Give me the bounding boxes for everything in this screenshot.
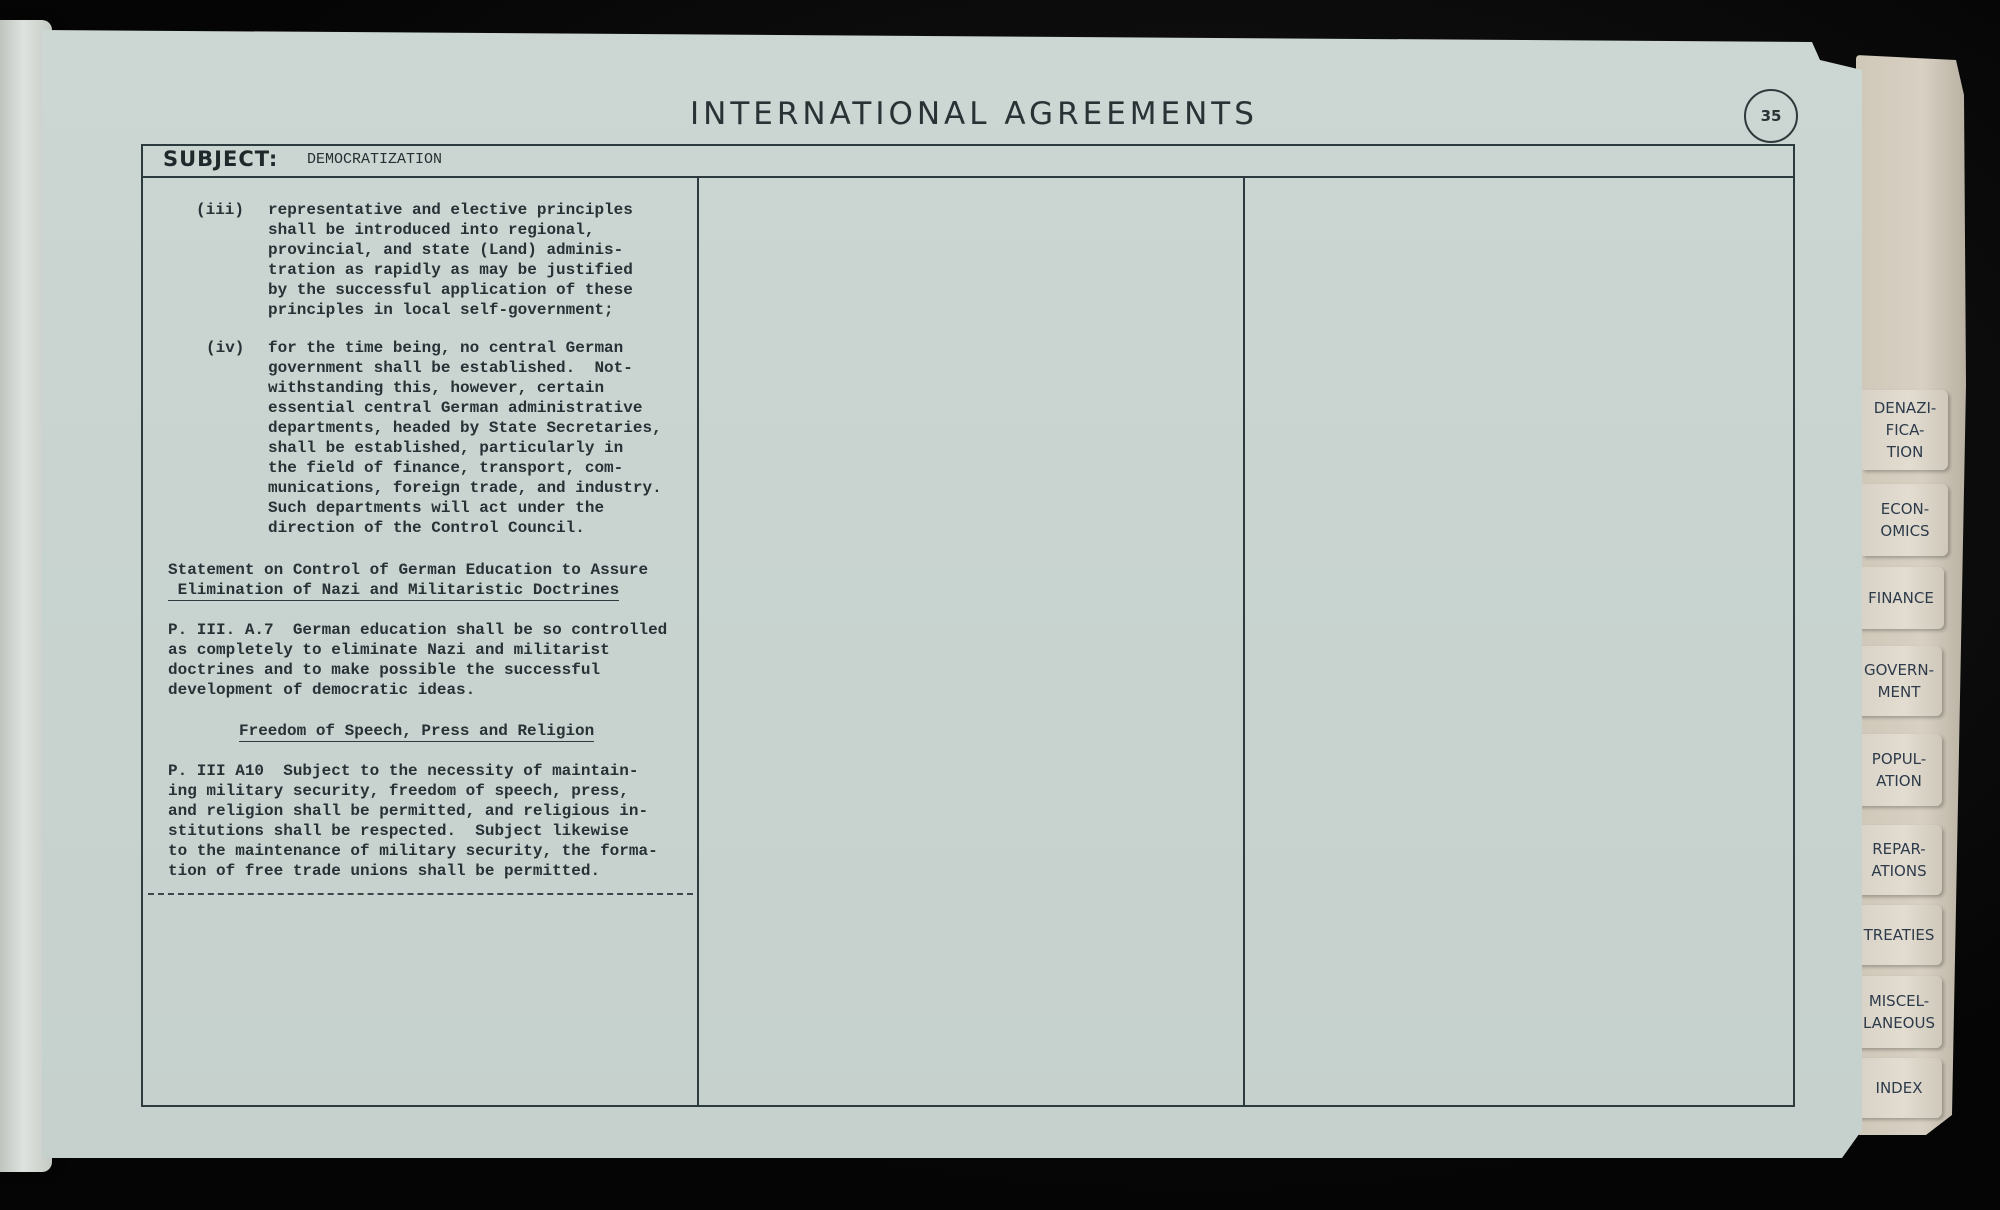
text-line: shall be introduced into regional, <box>268 221 595 239</box>
heading-line-underlined: Freedom of Speech, Press and Religion <box>239 722 595 740</box>
tab-economics[interactable]: ECON- OMICS <box>1862 484 1948 556</box>
tab-government[interactable]: GOVERN- MENT <box>1856 646 1942 716</box>
tab-treaties[interactable]: TREATIES <box>1856 905 1942 965</box>
text-line: ing military security, freedom of speech, press, <box>168 782 629 800</box>
page-number-circle: 35 <box>1744 89 1798 143</box>
tab-reparations[interactable]: REPAR- ATIONS <box>1856 825 1942 895</box>
text-line: P. III A10 Subject to the necessity of maintain- <box>168 762 639 780</box>
tab-index[interactable]: INDEX <box>1856 1058 1942 1118</box>
tab-population[interactable]: POPUL- ATION <box>1856 734 1942 806</box>
text-line: to the maintenance of military security, the forma- <box>168 842 658 860</box>
text-line: as completely to eliminate Nazi and militarist <box>168 641 610 659</box>
text-line: departments, headed by State Secretaries, <box>268 419 662 437</box>
subject-value: DEMOCRATIZATION <box>307 151 443 168</box>
column-divider-2 <box>1243 178 1245 1105</box>
tab-denazification[interactable]: DENAZI- FICA- TION <box>1862 390 1948 470</box>
education-paragraph <box>168 620 667 700</box>
text-line: and religion shall be permitted, and religious in- <box>168 802 649 820</box>
text-line: tion of free trade unions shall be permitted. <box>168 862 601 880</box>
text-line: munications, foreign trade, and industry. <box>268 479 662 497</box>
freedom-paragraph <box>168 761 658 881</box>
clause-iv-text <box>268 338 662 538</box>
text-line: provincial, and state (Land) adminis- <box>268 241 624 259</box>
text-line: the field of finance, transport, com- <box>268 459 624 477</box>
page-title: INTERNATIONAL AGREEMENTS <box>690 96 1258 132</box>
subject-row <box>141 144 1795 178</box>
tab-miscellaneous[interactable]: MISCEL- LANEOUS <box>1856 976 1942 1048</box>
text-line: development of democratic ideas. <box>168 681 476 699</box>
heading-line-underlined: Elimination of Nazi and Militaristic Doctrines <box>168 581 620 599</box>
column-divider-1 <box>697 178 699 1105</box>
clause-iv-number: (iv) <box>206 339 245 357</box>
text-line: tration as rapidly as may be justified <box>268 261 633 279</box>
education-heading <box>168 560 648 601</box>
text-line: doctrines and to make possible the successful <box>168 661 601 679</box>
text-line: direction of the Control Council. <box>268 519 585 537</box>
text-line: stitutions shall be respected. Subject likewise <box>168 822 629 840</box>
text-line: for the time being, no central German <box>268 339 624 357</box>
text-line: P. III. A.7 German education shall be so controlled <box>168 621 668 639</box>
clause-iii-number: (iii) <box>196 201 245 219</box>
tab-finance[interactable]: FINANCE <box>1858 567 1944 629</box>
heading-line: Statement on Control of German Education to Assure <box>168 561 649 579</box>
text-line: representative and elective principles <box>268 201 633 219</box>
text-line: essential central German administrative <box>268 399 643 417</box>
text-line: withstanding this, however, certain <box>268 379 605 397</box>
text-line: principles in local self-government; <box>268 301 614 319</box>
clause-iii-text <box>268 200 633 320</box>
text-line: by the successful application of these <box>268 281 633 299</box>
freedom-heading <box>239 721 594 742</box>
text-line: Such departments will act under the <box>268 499 605 517</box>
subject-label: SUBJECT: <box>163 147 279 171</box>
text-line: government shall be established. Not- <box>268 359 633 377</box>
text-line: shall be established, particularly in <box>268 439 624 457</box>
dashed-separator <box>148 893 693 895</box>
